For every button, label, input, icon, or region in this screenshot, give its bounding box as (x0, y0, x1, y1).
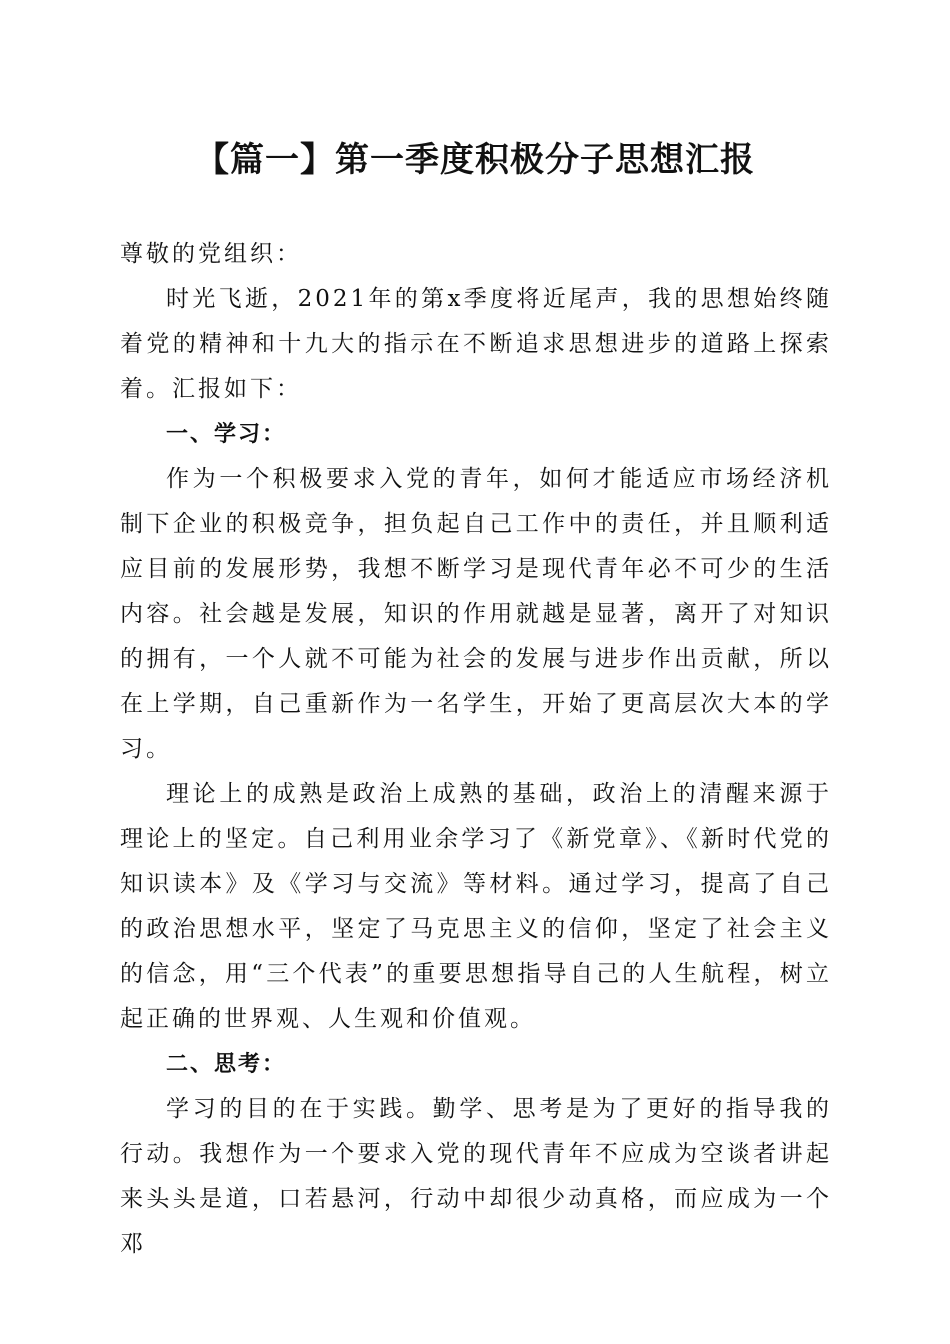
intro-paragraph: 时光飞逝，2021年的第x季度将近尾声，我的思想始终随着党的精神和十九大的指示在不断追求思想进步的道路上探索着。汇报如下： (120, 286, 832, 402)
section-heading-study: 一、学习： (166, 422, 287, 447)
salutation: 尊敬的党组织： (120, 241, 302, 267)
study-paragraph-1: 作为一个积极要求入党的青年，如何才能适应市场经济机制下企业的积极竞争，担负起自己工作中的责任，并且顺利适应目前的发展形势，我想不断学习是现代青年必不可少的生活内容。社会越是发展，知识的作用就越是显著，离开了对知识的拥有，一个人就不可能为社会的发展与进步作出贡献，所以在上学期，自己重新作为一名学生，开始了更高层次大本的学习。 (120, 466, 832, 762)
section-heading-thinking: 二、思考： (166, 1052, 287, 1077)
study-paragraph-2: 理论上的成熟是政治上成熟的基础，政治上的清醒来源于理论上的坚定。自己利用业余学习了《新党章》、《新时代党的知识读本》及《学习与交流》等材料。通过学习，提高了自己的政治思想水平，坚定了马克思主义的信仰，坚定了社会主义的信念，用“三个代表”的重要思想指导自己的人生航程，树立起正确的世界观、人生观和价值观。 (120, 781, 832, 1032)
document-body (120, 232, 832, 1267)
thinking-paragraph-1: 学习的目的在于实践。勤学、思考是为了更好的指导我的行动。我想作为一个要求入党的现代青年不应成为空谈者讲起来头头是道，口若悬河，行动中却很少动真格，而应成为一个邓 (120, 1096, 832, 1257)
document-title: 【篇一】第一季度积极分子思想汇报 (195, 140, 755, 180)
